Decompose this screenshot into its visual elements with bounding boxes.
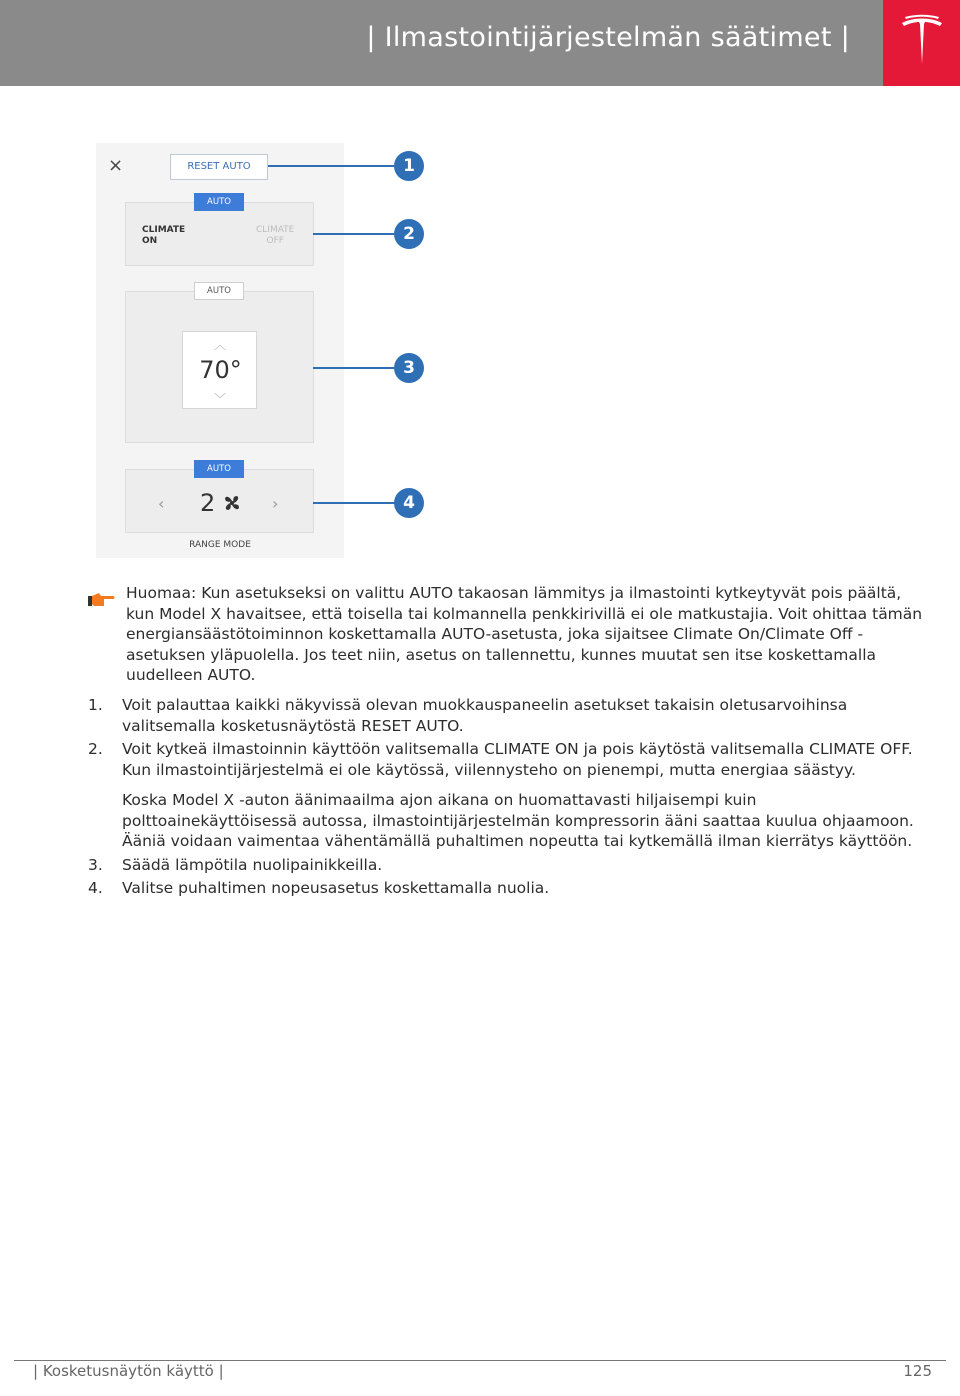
list-item-text: Säädä lämpötila nuolipainikkeilla. [122, 855, 383, 874]
footer-divider [14, 1360, 946, 1361]
list-item [88, 878, 928, 899]
callout-1: 1 [394, 151, 424, 181]
reset-auto-button: RESET AUTO [170, 154, 268, 180]
callout-2: 2 [394, 219, 424, 249]
list-item-text: Voit palauttaa kaikki näkyvissä olevan muokkauspaneelin asetukset takaisin oletusarvoihinsa valitsemalla kosketusnäytöstä RESET AUTO. [122, 696, 848, 735]
range-mode-label: RANGE MODE [189, 540, 251, 550]
callout-3: 3 [394, 353, 424, 383]
fan-icon [222, 493, 242, 513]
callout-line-2 [313, 233, 395, 235]
page-header [0, 0, 960, 86]
temperature-auto-badge: AUTO [194, 282, 244, 300]
callout-line-4 [313, 502, 395, 504]
temperature-control [182, 331, 257, 409]
list-item-number: 1. [88, 696, 103, 714]
chevron-down-icon: ﹀ [214, 392, 227, 406]
instruction-list [88, 695, 928, 902]
list-item-number: 4. [88, 879, 103, 897]
climate-panel-illustration [96, 143, 344, 558]
chevron-left-icon: ‹ [158, 494, 165, 513]
list-item [88, 855, 928, 876]
close-icon: × [108, 155, 124, 176]
list-item-number: 3. [88, 855, 103, 874]
callout-line-1 [268, 165, 395, 167]
fan-auto-badge: AUTO [194, 460, 244, 478]
chevron-right-icon: › [272, 494, 279, 513]
tesla-logo [883, 0, 960, 86]
climate-auto-badge: AUTO [194, 193, 244, 211]
fan-speed-value: 2 [200, 489, 216, 517]
callout-line-3 [313, 367, 395, 369]
footer-section: | Kosketusnäytön käyttö | [33, 1362, 224, 1380]
climate-on-label: CLIMATE ON [142, 225, 186, 246]
list-item-paragraph: Koska Model X -auton äänimaailma ajon aikana on huomattavasti hiljaisempi kuin polttoainekäyttöisessä autossa, ilmastointijärjestelmän kompressorin ääni saattaa kuulua ohjaamoon. Ääniä voidaan vaimentaa vähentämällä puhaltimen nopeutta tai kytkemällä ilman kierrätys käyttöön. [122, 791, 914, 850]
fan-panel [125, 469, 314, 533]
note-text: Huomaa: Kun asetukseksi on valittu AUTO takaosan lämmitys ja ilmastointi kytkeytyvät pois päältä, kun Model X havaitsee, että toisella tai kolmannella penkkirivillä ei ole matkustajia. Voit ohittaa tämän energiansäästötoiminnon koskettamalla AUTO-asetusta, joka sijaitsee Climate On/Climate Off -asetuksen yläpuolella. Jos teet niin, asetus on tallennettu, kunnes muutat sen itse koskettamalla uudelleen AUTO. [126, 584, 923, 684]
list-item [88, 695, 928, 736]
page-number: 125 [903, 1362, 932, 1380]
callout-4: 4 [394, 488, 424, 518]
list-item-number: 2. [88, 740, 103, 758]
pointing-hand-icon [87, 590, 115, 610]
list-item-text: Voit kytkeä ilmastoinnin käyttöön valitsemalla CLIMATE ON ja pois käytöstä valitsemalla CLIMATE OFF. Kun ilmastointijärjestelmä ei ole käytössä, viilennysteho on pienempi, mutta energiaa säästyy. [122, 740, 913, 779]
climate-off-label: CLIMATE OFF [256, 225, 295, 246]
tesla-logo-icon [899, 14, 945, 68]
list-item-text: Valitse puhaltimen nopeusasetus koskettamalla nuolia. [122, 879, 550, 897]
temperature-value: 70° [199, 356, 242, 384]
section-title: | Ilmastointijärjestelmän säätimet | [366, 22, 850, 53]
list-item [88, 739, 928, 780]
chevron-up-icon: ︿ [214, 338, 227, 352]
